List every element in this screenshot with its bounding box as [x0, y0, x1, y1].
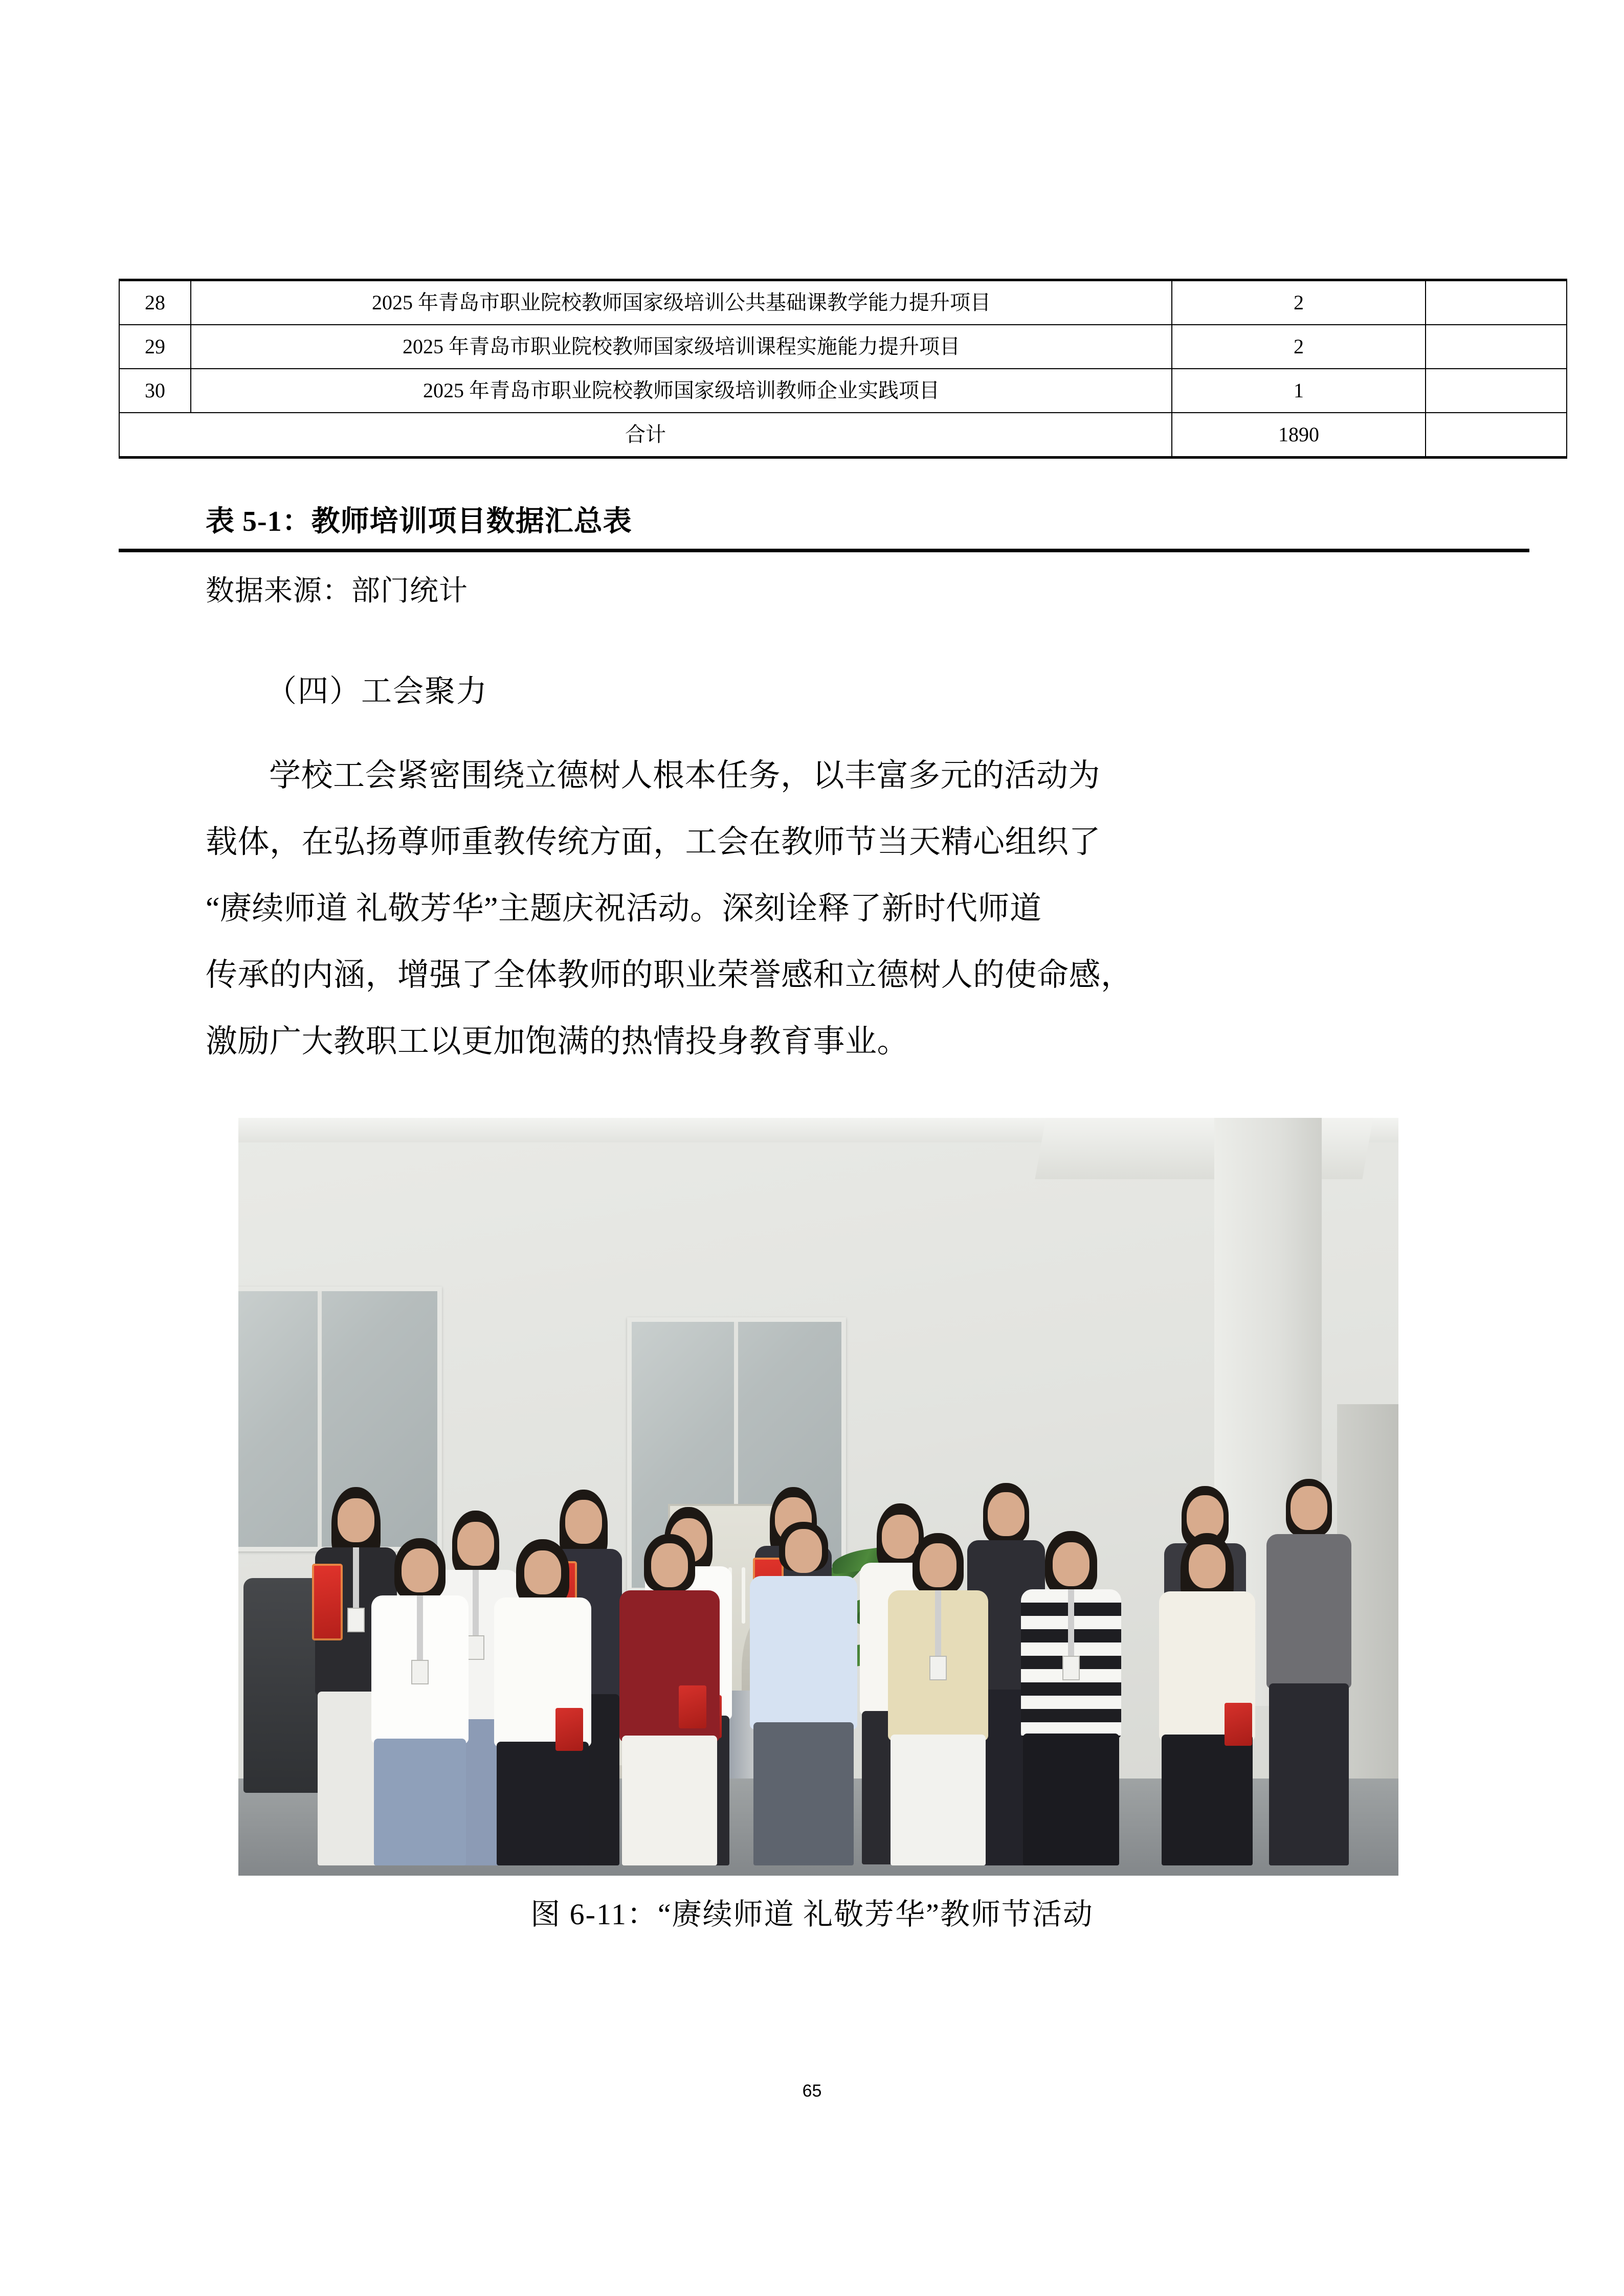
section-heading: [206, 671, 488, 712]
red-envelope: [555, 1708, 583, 1751]
lanyard: [417, 1595, 423, 1661]
cabinet-handle: [742, 1567, 745, 1624]
table-row: [119, 325, 1567, 369]
person-legs: [753, 1722, 854, 1865]
person-front: [750, 1522, 857, 1865]
person-front: [1021, 1531, 1121, 1865]
person-head: [651, 1543, 688, 1587]
person-head: [920, 1543, 956, 1587]
person-front: [371, 1538, 469, 1865]
person-head: [785, 1529, 822, 1573]
person-legs: [622, 1736, 717, 1865]
table-body: [119, 280, 1567, 458]
photo-scene: [238, 1118, 1398, 1876]
person-legs: [1269, 1683, 1349, 1865]
row-count: 2: [1172, 280, 1426, 325]
paragraph-line-text: 激励广大教职工以更加饱满的热情投身教育事业。: [206, 1024, 909, 1059]
section-heading-text: （四）工会聚力: [266, 674, 488, 708]
person-legs: [891, 1735, 986, 1865]
row-index: 30: [119, 369, 191, 413]
lanyard: [473, 1570, 479, 1636]
table-row: [119, 280, 1567, 325]
total-label: 合计: [119, 413, 1172, 458]
row-extra: [1426, 325, 1567, 369]
table-caption: 表 5-1：教师培训项目数据汇总表: [206, 506, 632, 537]
id-badge: [347, 1608, 365, 1632]
total-count: 1890: [1172, 413, 1426, 458]
lanyard: [935, 1590, 941, 1657]
paragraph-line: [206, 875, 1443, 942]
teacher-training-table: [119, 279, 1567, 459]
paragraph-line-text: 传承的内涵，增强了全体教师的职业荣誉感和立德树人的使命感，: [206, 958, 1133, 993]
person-front: [888, 1533, 988, 1865]
person-head: [565, 1500, 602, 1544]
row-index: 29: [119, 325, 191, 369]
lanyard: [353, 1547, 359, 1609]
lanyard: [1068, 1589, 1074, 1657]
person-legs: [374, 1739, 466, 1865]
person-front: [619, 1534, 720, 1865]
row-project: 2025 年青岛市职业院校教师国家级培训教师企业实践项目: [191, 369, 1172, 413]
paragraph-line: [206, 809, 1443, 875]
paragraph-line-text: “赓续师道 礼敬芳华”主题庆祝活动。深刻诠释了新时代师道: [206, 891, 1042, 926]
section-paragraph: [206, 742, 1443, 1075]
table-row: [119, 369, 1567, 413]
row-count: 1: [1172, 369, 1426, 413]
paragraph-line-text: 学校工会紧密围绕立德树人根本任务，以丰富多元的活动为: [269, 758, 1101, 793]
person-front: [494, 1539, 591, 1865]
table-source-note: 数据来源：部门统计: [206, 575, 468, 607]
person-head: [1053, 1542, 1089, 1586]
id-badge: [467, 1635, 484, 1660]
paragraph-line: [206, 742, 1443, 809]
table-caption-block: [119, 504, 1529, 552]
page-number: 65: [802, 2081, 822, 2101]
paragraph-line: [206, 942, 1443, 1008]
figure-caption: 图 6-11：“赓续师道 礼敬芳华”教师节活动: [530, 1898, 1094, 1931]
row-index: 28: [119, 280, 191, 325]
row-project: 2025 年青岛市职业院校教师国家级培训公共基础课教学能力提升项目: [191, 280, 1172, 325]
figure-photo: [238, 1118, 1398, 1876]
table-total-row: [119, 413, 1567, 458]
paragraph-line: [206, 1008, 1443, 1075]
red-envelope: [679, 1685, 706, 1728]
red-envelope: [1225, 1703, 1252, 1746]
person-legs: [1023, 1734, 1119, 1865]
person-legs: [1162, 1735, 1253, 1865]
row-project: 2025 年青岛市职业院校教师国家级培训课程实施能力提升项目: [191, 325, 1172, 369]
person-torso: [750, 1576, 857, 1729]
id-badge: [411, 1660, 429, 1684]
person-head: [402, 1548, 438, 1592]
person-head: [524, 1550, 561, 1594]
red-certificate: [312, 1564, 343, 1640]
caption-divider: [119, 549, 1529, 552]
paragraph-line-text: 载体，在弘扬尊师重教传统方面，工会在教师节当天精心组织了: [206, 825, 1101, 860]
person-front: [1159, 1533, 1255, 1865]
person-torso: [1266, 1534, 1351, 1689]
person-head: [338, 1498, 374, 1542]
id-badge: [1062, 1656, 1080, 1680]
ceiling-soffit: [1035, 1118, 1373, 1179]
person: [1266, 1479, 1351, 1865]
person-legs: [497, 1742, 589, 1865]
id-badge: [929, 1656, 947, 1680]
person-head: [1291, 1486, 1327, 1530]
person-head: [988, 1492, 1025, 1536]
row-count: 2: [1172, 325, 1426, 369]
row-extra: [1426, 369, 1567, 413]
total-extra: [1426, 413, 1567, 458]
person-head: [1189, 1544, 1226, 1588]
row-extra: [1426, 280, 1567, 325]
